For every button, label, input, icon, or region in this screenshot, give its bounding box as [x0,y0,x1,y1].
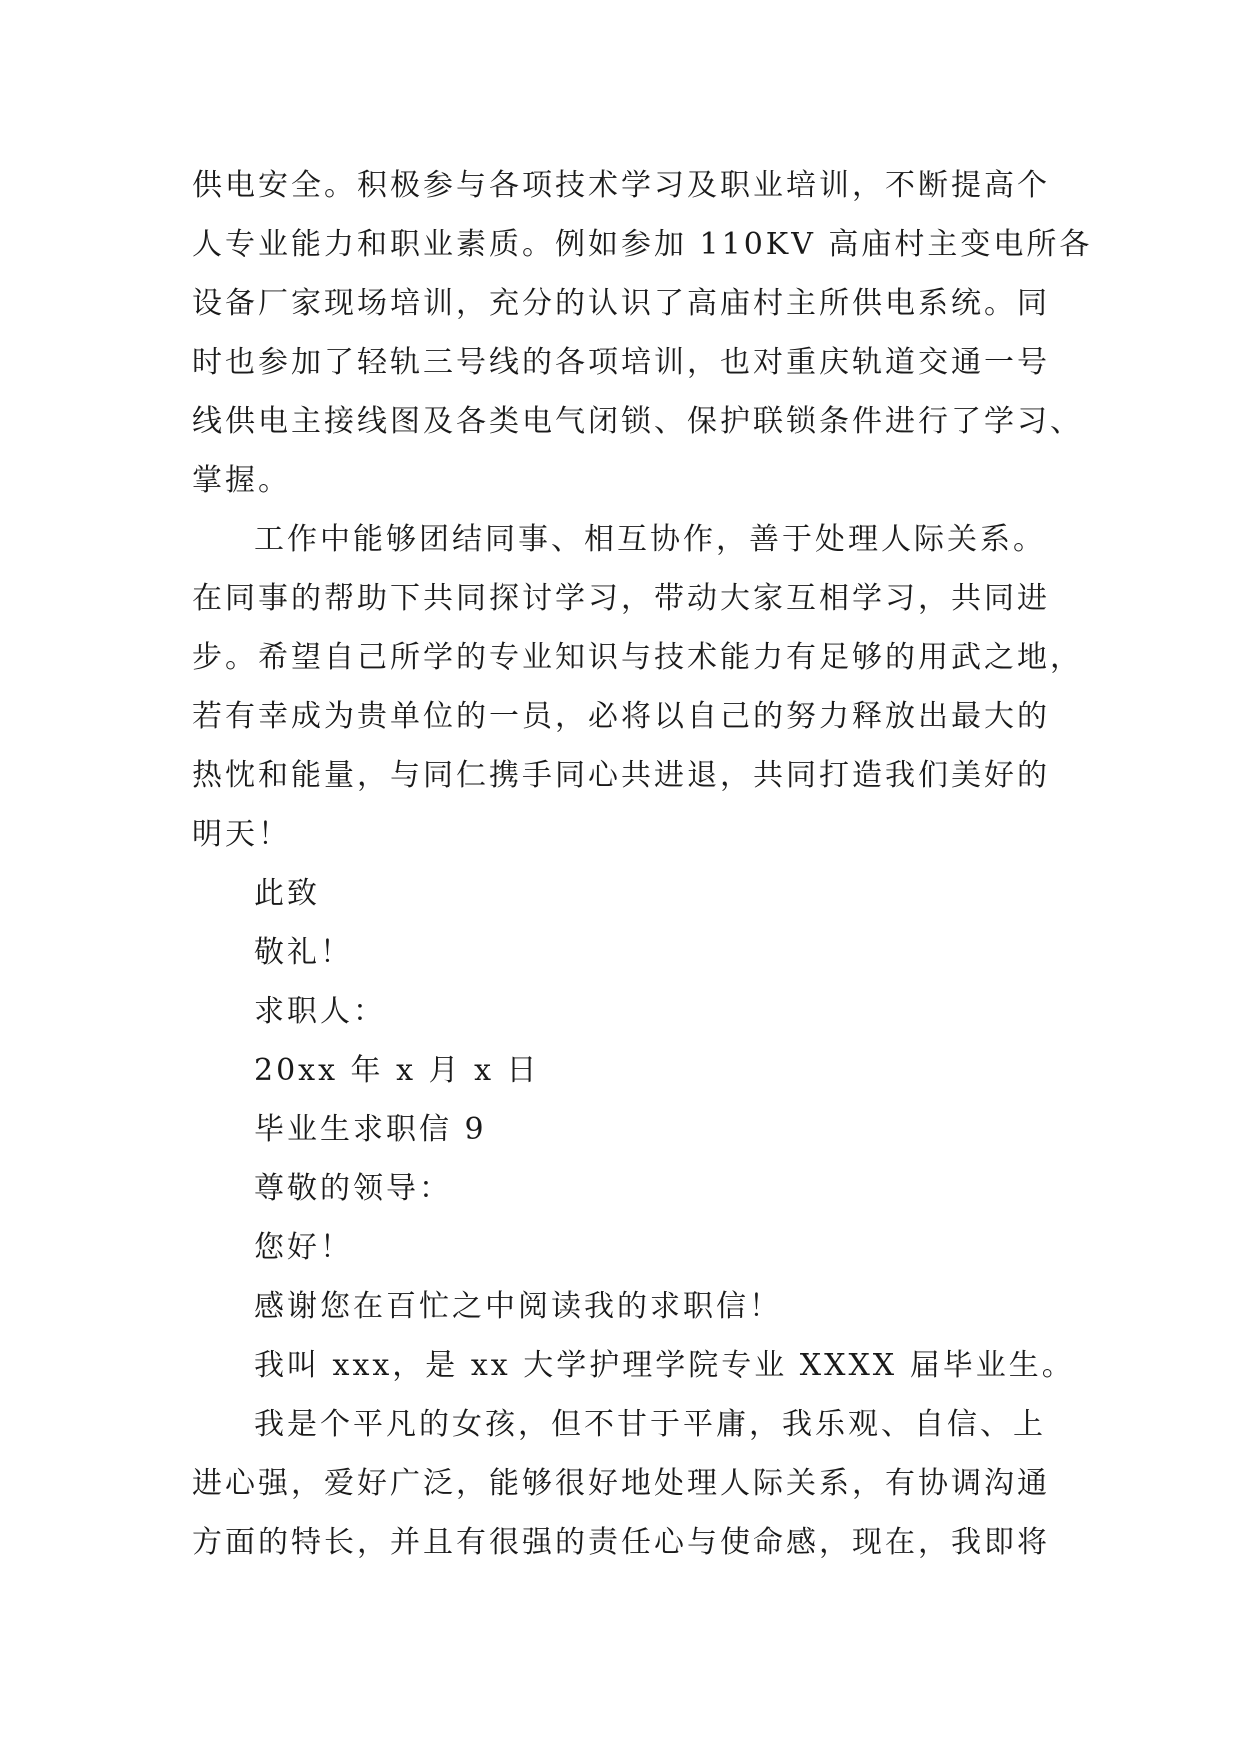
text-line: 步。希望自己所学的专业知识与技术能力有足够的用武之地， [192,640,1083,675]
text-line: 在同事的帮助下共同探讨学习，带动大家互相学习，共同进 [192,581,1050,616]
section-heading: 毕业生求职信 9 [254,1112,487,1147]
text-line: 时也参加了轻轨三号线的各项培训，也对重庆轨道交通一号 [192,345,1050,380]
text-line: 若有幸成为贵单位的一员，必将以自己的努力释放出最大的 [192,699,1050,734]
text-line: 掌握。 [192,463,291,498]
paragraph-start-line: 感谢您在百忙之中阅读我的求职信！ [254,1289,782,1324]
applicant-label: 求职人： [254,994,386,1029]
document-body [192,156,1093,1572]
paragraph-start-line: 我是个平凡的女孩，但不甘于平庸，我乐观、自信、上 [254,1407,1046,1442]
text-line: 线供电主接线图及各类电气闭锁、保护联锁条件进行了学习、 [192,404,1083,439]
greeting-line: 尊敬的领导： [254,1171,452,1206]
greeting-line: 您好！ [254,1230,353,1265]
text-line: 明天！ [192,817,291,852]
text-line: 供电安全。积极参与各项技术学习及职业培训，不断提高个 [192,168,1050,203]
text-line: 方面的特长，并且有很强的责任心与使命感，现在，我即将 [192,1525,1050,1560]
closing-line: 此致 [254,876,320,911]
salutation-line: 敬礼！ [254,935,353,970]
paragraph-start-line: 我叫 xxx，是 xx 大学护理学院专业 XXXX 届毕业生。 [254,1348,1075,1383]
text-line: 热忱和能量，与同仁携手同心共进退，共同打造我们美好的 [192,758,1050,793]
paragraph-start-line: 工作中能够团结同事、相互协作，善于处理人际关系。 [254,522,1046,557]
text-line: 人专业能力和职业素质。例如参加 110KV 高庙村主变电所各 [192,227,1093,262]
text-line: 设备厂家现场培训，充分的认识了高庙村主所供电系统。同 [192,286,1050,321]
text-line: 进心强，爱好广泛，能够很好地处理人际关系，有协调沟通 [192,1466,1050,1501]
date-line: 20xx 年 x 月 x 日 [254,1053,540,1088]
